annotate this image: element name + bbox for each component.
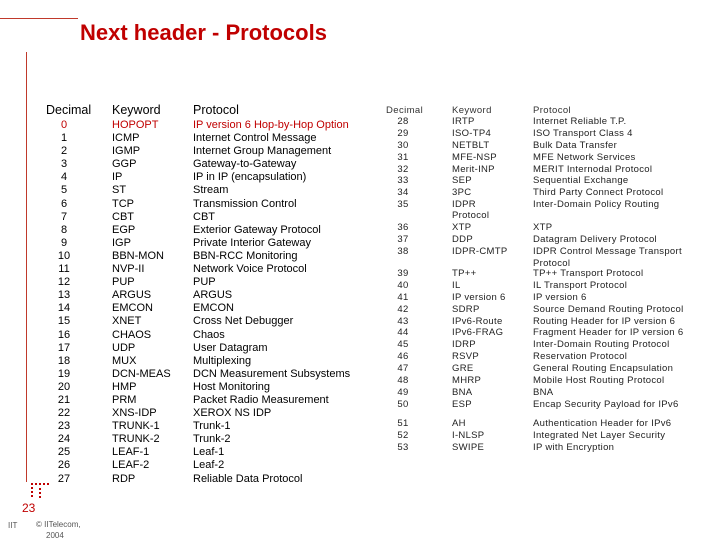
protocol-cell: Transmission Control (193, 197, 297, 210)
protocol-cell: IL Transport Protocol (533, 279, 628, 291)
decimal-cell: 36 (397, 222, 409, 233)
keyword-cell: NVP-II (112, 263, 145, 276)
keyword-cell: XTP (452, 221, 472, 233)
protocol-cell: ISO Transport Class 4 (533, 127, 633, 139)
keyword-cell: IGP (112, 236, 131, 249)
org-label: IIT (8, 521, 18, 530)
protocol-cell: BBN-RCC Monitoring (193, 249, 298, 262)
decimal-cell: 17 (57, 341, 71, 354)
protocol-cell: Inter-Domain Routing Protocol (533, 339, 670, 351)
decimal-cell: 28 (397, 116, 409, 127)
keyword-cell: ARGUS (112, 289, 152, 302)
protocol-cell: Stream (193, 184, 229, 197)
protocol-cell: Datagram Delivery Protocol (533, 233, 657, 245)
right-header-protocol: Protocol (533, 105, 572, 116)
protocol-cell: DCN Measurement Subsystems (193, 367, 351, 380)
protocol-cell: Leaf-2 (193, 459, 225, 472)
keyword-cell: RDP (112, 472, 136, 485)
keyword-cell: XNET (112, 315, 142, 328)
keyword-cell: HOPOPT (112, 119, 159, 131)
protocol-cell: Authentication Header for IPv6 (533, 418, 672, 429)
decimal-cell: 6 (60, 197, 68, 210)
keyword-cell: LEAF-2 (112, 459, 150, 472)
keyword-cell: TRUNK-2 (112, 433, 160, 446)
decimal-cell: 46 (397, 351, 409, 363)
decimal-cell: 8 (60, 223, 68, 236)
keyword-cell: IGMP (112, 145, 141, 158)
decimal-cell: 3 (60, 158, 68, 171)
protocol-cell: IP in IP (encapsulation) (193, 171, 307, 184)
decimal-cell: 40 (397, 279, 409, 291)
right-group-4-protocols (533, 418, 671, 454)
decimal-cell: 12 (57, 276, 71, 289)
left-protocol-column (193, 119, 350, 486)
protocol-cell: TP++ Transport Protocol (533, 268, 644, 279)
protocol-cell: MFE Network Services (533, 151, 636, 163)
protocol-cell: XEROX NS IDP (193, 407, 272, 420)
protocol-cell: IP version 6 (533, 291, 587, 303)
decimal-cell: 29 (397, 127, 409, 139)
decimal-cell: 47 (397, 363, 409, 375)
decimal-cell: 43 (397, 315, 409, 327)
protocol-cell: Source Demand Routing Protocol (533, 303, 684, 315)
decimal-cell: 18 (57, 354, 71, 367)
protocol-cell: User Datagram (193, 341, 268, 354)
protocol-cell: PUP (193, 276, 216, 289)
keyword-cell: BNA (452, 386, 473, 398)
decimal-cell: 9 (60, 236, 68, 249)
protocol-cell: Internet Group Management (193, 145, 332, 158)
keyword-cell: EGP (112, 223, 136, 236)
keyword-cell: LEAF-1 (112, 446, 150, 459)
decimal-cell: 44 (397, 327, 409, 339)
keyword-cell: DDP (452, 233, 473, 245)
protocol-cell: Leaf-1 (193, 446, 225, 459)
right-group-4-keywords (452, 418, 484, 454)
keyword-cell: IRTP (452, 116, 475, 127)
decimal-cell: 21 (57, 393, 71, 406)
decimal-cell: 13 (57, 289, 71, 302)
decimal-cell: 34 (397, 187, 409, 199)
keyword-cell: ST (112, 184, 127, 197)
keyword-cell: IDRP (452, 339, 476, 351)
decimal-cell: 24 (57, 433, 71, 446)
decimal-cell: 7 (60, 210, 68, 223)
left-vertical-rule (26, 52, 27, 482)
decimal-cell: 25 (57, 446, 71, 459)
right-group-2-protocols (533, 222, 682, 270)
keyword-cell: TRUNK-1 (112, 420, 160, 433)
decimal-cell: 19 (57, 367, 71, 380)
keyword-cell: AH (452, 418, 466, 429)
protocol-cell: Sequential Exchange (533, 175, 629, 187)
decimal-cell: 16 (57, 328, 71, 341)
protocol-cell: Routing Header for IP version 6 (533, 315, 676, 327)
protocol-cell: Third Party Connect Protocol (533, 187, 664, 199)
keyword-cell: SEP (452, 175, 472, 187)
protocol-cell: CBT (193, 210, 215, 223)
right-header-keyword: Keyword (452, 105, 492, 116)
keyword-cell: MHRP (452, 375, 482, 387)
keyword-cell: MFE-NSP (452, 151, 497, 163)
protocol-cell: Host Monitoring (193, 380, 271, 393)
right-group-1-protocols (533, 116, 663, 211)
protocol-cell: ARGUS (193, 289, 233, 302)
keyword-cell: GRE (452, 363, 474, 375)
copyright-line-2: 2004 (46, 531, 64, 540)
right-group-3-protocols (533, 268, 684, 411)
protocol-cell: Trunk-2 (193, 433, 231, 446)
decimal-cell: 11 (58, 263, 70, 276)
protocol-cell: Fragment Header for IP version 6 (533, 327, 684, 339)
keyword-cell: IPv6-Route (452, 315, 503, 327)
keyword-cell: SWIPE (452, 441, 485, 453)
left-header-keyword: Keyword (112, 103, 161, 117)
protocol-cell: Cross Net Debugger (193, 315, 294, 328)
decimal-cell: 27 (57, 472, 71, 485)
right-group-2-decimals (388, 222, 418, 258)
keyword-cell: DCN-MEAS (112, 367, 171, 380)
decimal-cell: 38 (397, 245, 409, 257)
left-keyword-column (112, 119, 171, 486)
keyword-cell: IPv6-FRAG (452, 327, 504, 339)
protocol-cell: Reliable Data Protocol (193, 472, 303, 485)
decimal-cell: 51 (397, 418, 409, 429)
keyword-cell: EMCON (112, 302, 153, 315)
keyword-cell: IDPR-CMTP (452, 245, 508, 257)
keyword-cell: 3PC (452, 187, 472, 199)
right-group-4-decimals (388, 418, 418, 454)
decimal-cell: 1 (60, 132, 68, 145)
keyword-cell: PRM (112, 393, 137, 406)
keyword-cell: ESP (452, 398, 472, 410)
decimal-cell: 48 (397, 375, 409, 387)
protocol-cell: Multiplexing (193, 354, 252, 367)
protocol-cell: Protocol (533, 257, 571, 269)
decimal-cell: 23 (57, 420, 71, 433)
protocol-cell: IDPR Control Message Transport (533, 245, 682, 257)
decimal-cell: 39 (397, 268, 409, 279)
decimal-cell: 42 (397, 303, 409, 315)
decimal-cell: 31 (397, 151, 409, 163)
decimal-cell: 14 (57, 302, 71, 315)
decimal-cell: 52 (397, 429, 409, 441)
protocol-cell: XTP (533, 222, 553, 233)
decimal-cell: 37 (397, 233, 409, 245)
protocol-cell: Gateway-to-Gateway (193, 158, 297, 171)
protocol-cell: Internet Reliable T.P. (533, 116, 627, 127)
protocol-cell: IP with Encryption (533, 441, 615, 453)
protocol-cell: Bulk Data Transfer (533, 139, 618, 151)
keyword-cell: IP (112, 171, 123, 184)
keyword-cell: IDPR (452, 199, 476, 211)
keyword-cell: RSVP (452, 351, 480, 363)
decimal-cell: 5 (60, 184, 68, 197)
protocol-cell: Packet Radio Measurement (193, 393, 329, 406)
keyword-cell: HMP (112, 380, 137, 393)
protocol-cell: Private Interior Gateway (193, 236, 311, 249)
decimal-cell: 30 (397, 139, 409, 151)
keyword-cell: BBN-MON (112, 249, 164, 262)
right-group-1-decimals (388, 116, 418, 211)
left-decimal-column (44, 119, 84, 486)
keyword-cell: Merit-INP (452, 163, 495, 175)
keyword-cell: MUX (112, 354, 137, 367)
keyword-cell: IP version 6 (452, 291, 506, 303)
decimal-cell: 0 (60, 119, 68, 131)
keyword-cell: TCP (112, 197, 134, 210)
protocol-cell: Exterior Gateway Protocol (193, 223, 321, 236)
protocol-cell: Integrated Net Layer Security (533, 429, 666, 441)
keyword-cell: CHAOS (112, 328, 152, 341)
decimal-cell: 26 (57, 459, 71, 472)
decimal-cell: 35 (397, 199, 409, 211)
page-number: 23 (22, 501, 36, 515)
keyword-cell: XNS-IDP (112, 407, 157, 420)
right-group-1-keywords (452, 116, 497, 211)
protocol-cell: MERIT Internodal Protocol (533, 163, 653, 175)
protocol-cell: IP version 6 Hop-by-Hop Option (193, 119, 349, 131)
decimal-cell: 15 (57, 315, 71, 328)
decimal-cell: 53 (397, 441, 409, 453)
decimal-cell: 33 (397, 175, 409, 187)
decimal-cell: 50 (397, 398, 409, 410)
page-title: Next header - Protocols (80, 20, 327, 45)
protocol-cell: Mobile Host Routing Protocol (533, 375, 665, 387)
protocol-cell: EMCON (193, 302, 234, 315)
right-header-decimal: Decimal (386, 105, 424, 116)
right-group-3-decimals (388, 268, 418, 411)
left-header-protocol: Protocol (193, 103, 239, 117)
protocol-cell: Inter-Domain Policy Routing (533, 199, 660, 211)
copyright-line-1: © IITelecom, (36, 520, 81, 529)
keyword-cell: CBT (112, 210, 134, 223)
decimal-cell: 2 (60, 145, 68, 158)
protocol-cell: Internet Control Message (193, 132, 317, 145)
decimal-cell: 41 (397, 291, 409, 303)
decimal-cell: 10 (57, 249, 71, 262)
protocol-cell: General Routing Encapsulation (533, 363, 674, 375)
keyword-cell: IL (452, 279, 461, 291)
decimal-cell: 20 (57, 380, 71, 393)
keyword-cell: NETBLT (452, 139, 490, 151)
keyword-cell: ISO-TP4 (452, 127, 492, 139)
keyword-cell: UDP (112, 341, 136, 354)
decimal-cell: 4 (60, 171, 68, 184)
right-group-2-keywords (452, 210, 507, 258)
decimal-cell: 32 (397, 163, 409, 175)
decimal-cell: 22 (57, 407, 71, 420)
protocol-cell: Reservation Protocol (533, 351, 628, 363)
left-header-decimal: Decimal (46, 103, 92, 117)
protocol-cell: Network Voice Protocol (193, 263, 307, 276)
decimal-cell: 45 (397, 339, 409, 351)
right-group-3-keywords (452, 268, 506, 411)
keyword-cell: ICMP (112, 132, 140, 145)
keyword-cell: TP++ (452, 268, 477, 279)
decimal-cell: 49 (397, 386, 409, 398)
protocol-cell: Trunk-1 (193, 420, 231, 433)
top-rule (0, 0, 78, 19)
keyword-cell: PUP (112, 276, 135, 289)
copyright (36, 519, 81, 541)
keyword-cell: I-NLSP (452, 429, 485, 441)
keyword-cell: Protocol (452, 210, 490, 221)
protocol-cell: BNA (533, 386, 554, 398)
protocol-cell: Encap Security Payload for IPv6 (533, 398, 679, 410)
protocol-cell: Chaos (193, 328, 225, 341)
keyword-cell: GGP (112, 158, 137, 171)
keyword-cell: SDRP (452, 303, 480, 315)
